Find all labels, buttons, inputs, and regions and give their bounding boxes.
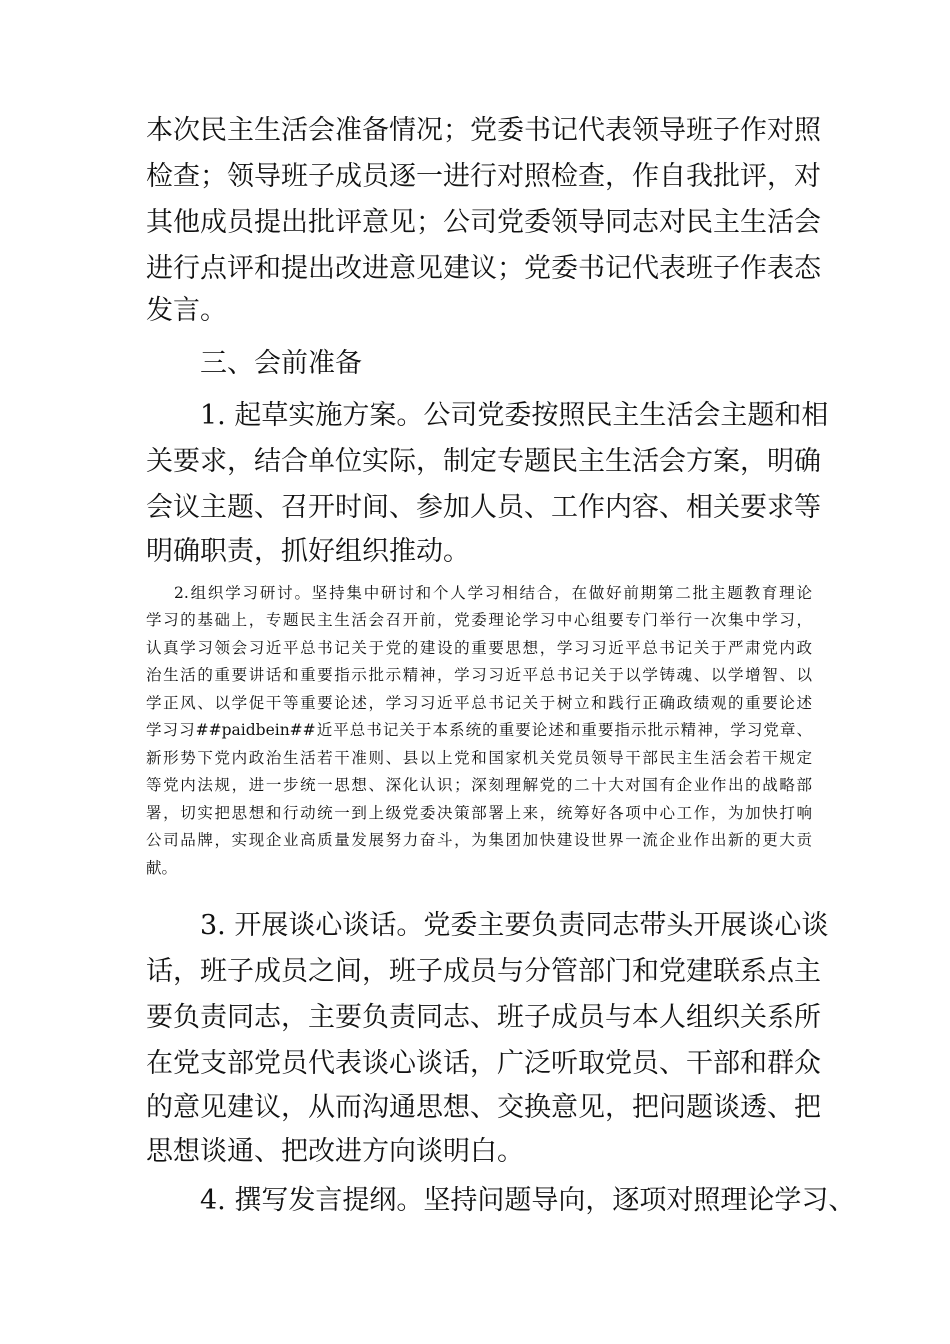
text-line: 话，班子成员之间，班子成员与分管部门和党建联系点主	[146, 956, 821, 987]
text-line: 思想谈通、把改进方向谈明白。	[146, 1136, 524, 1167]
text-line: 本次民主生活会准备情况；党委书记代表领导班子作对照	[146, 115, 821, 146]
text-line: 关要求，结合单位实际，制定专题民主生活会方案，明确	[146, 446, 821, 477]
text-line: 在党支部党员代表谈心谈话，广泛听取党员、干部和群众	[146, 1048, 821, 1079]
text-line: 会议主题、召开时间、参加人员、工作内容、相关要求等	[146, 492, 821, 523]
text-line: 要负责同志，主要负责同志、班子成员与本人组织关系所	[146, 1002, 821, 1033]
text-line: 明确职责，抓好组织推动。	[146, 536, 470, 567]
text-line: 认真学习领会习近平总书记关于党的建设的重要思想，学习习近平总书记关于严肃党内政	[146, 639, 812, 657]
text-line: 等党内法规，进一步统一思想、深化认识；深刻理解党的二十大对国有企业作出的战略部	[146, 776, 812, 794]
text-line: 的意见建议，从而沟通思想、交换意见，把问题谈透、把	[146, 1092, 821, 1123]
text-line: 学正风、以学促干等重要论述，学习习近平总书记关于树立和践行正确政绩观的重要论述	[146, 694, 812, 712]
text-line: 4. 撰写发言提纲。坚持问题导向，逐项对照理论学习、	[200, 1185, 856, 1216]
section-heading: 三、会前准备	[200, 348, 362, 379]
text-line: 治生活的重要讲话和重要指示批示精神，学习习近平总书记关于以学铸魂、以学增智、以	[146, 666, 812, 684]
text-line: 1. 起草实施方案。公司党委按照民主生活会主题和相	[200, 400, 829, 431]
text-line: 其他成员提出批评意见；公司党委领导同志对民主生活会	[146, 207, 821, 238]
text-line: 2.组织学习研讨。坚持集中研讨和个人学习相结合，在做好前期第二批主题教育理论	[174, 584, 812, 602]
text-line: 学习的基础上，专题民主生活会召开前，党委理论学习中心组要专门举行一次集中学习，	[146, 611, 812, 629]
text-line: 署，切实把思想和行动统一到上级党委决策部署上来，统筹好各项中心工作，为加快打响	[146, 804, 812, 822]
text-line: 3. 开展谈心谈话。党委主要负责同志带头开展谈心谈	[200, 910, 829, 941]
text-line: 进行点评和提出改进意见建议；党委书记代表班子作表态	[146, 253, 821, 284]
text-line: 检查；领导班子成员逐一进行对照检查，作自我批评，对	[146, 161, 821, 192]
text-line: 新形势下党内政治生活若干准则、县以上党和国家机关党员领导干部民主生活会若干规定	[146, 749, 812, 767]
text-line: 发言。	[146, 295, 227, 326]
text-line: 学习习##paidbein##近平总书记关于本系统的重要论述和重要指示批示精神，学习党章、	[146, 721, 812, 739]
text-line: 公司品牌，实现企业高质量发展努力奋斗，为集团加快建设世界一流企业作出新的更大贡	[146, 831, 812, 849]
text-line: 献。	[146, 859, 178, 877]
